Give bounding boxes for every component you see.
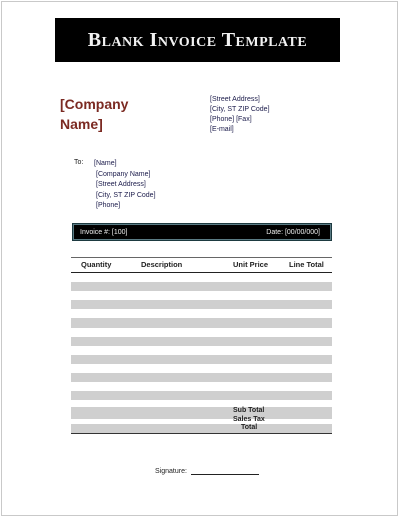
invoice-page — [1, 1, 398, 516]
summary-rule — [71, 433, 332, 434]
invoice-date: Date: [00/00/000] — [266, 228, 320, 236]
contact-street: [Street Address] — [210, 96, 260, 103]
line-items-table — [71, 257, 332, 419]
table-row[interactable] — [71, 364, 332, 373]
to-block — [94, 159, 156, 212]
table-row[interactable] — [71, 309, 332, 318]
contact-block — [210, 95, 270, 135]
signature-label: Signature: — [155, 468, 187, 475]
subtotal-row — [71, 407, 332, 416]
table-rows — [71, 273, 332, 419]
contact-city: [City, ST ZIP Code] — [210, 106, 270, 113]
signature-area — [155, 467, 259, 475]
table-row[interactable] — [71, 382, 332, 391]
sales-tax-row — [71, 416, 332, 425]
to-company: [Company Name] — [96, 170, 151, 178]
table-row[interactable] — [71, 337, 332, 346]
table-row[interactable] — [71, 373, 332, 382]
invoice-number: Invoice #: [100] — [80, 228, 128, 236]
sales-tax-label: Sales Tax — [233, 415, 265, 423]
header-quantity: Quantity — [81, 260, 112, 269]
to-label: To: — [74, 159, 84, 166]
header-unit-price: Unit Price — [233, 260, 269, 269]
table-row[interactable] — [71, 328, 332, 337]
summary-block — [71, 407, 332, 434]
table-row[interactable] — [71, 346, 332, 355]
to-name: [Name] — [94, 160, 117, 167]
table-row[interactable] — [71, 282, 332, 291]
contact-email: [E-mail] — [210, 126, 234, 133]
company-name: [Company Name] — [60, 96, 129, 132]
header-description: Description — [141, 260, 183, 269]
table-row[interactable] — [71, 273, 332, 282]
total-label: Total — [241, 424, 258, 432]
invoice-bar — [73, 224, 331, 240]
subtotal-label: Sub Total — [233, 407, 265, 414]
table-row[interactable] — [71, 318, 332, 327]
total-row — [71, 424, 332, 433]
table-row[interactable] — [71, 291, 332, 300]
page-title: Blank Invoice Template — [87, 28, 308, 51]
to-phone: [Phone] — [96, 202, 121, 209]
title-bar — [55, 18, 340, 62]
signature-line[interactable] — [191, 467, 259, 475]
to-street: [Street Address] — [96, 181, 146, 188]
table-header — [71, 257, 332, 273]
table-row[interactable] — [71, 355, 332, 364]
table-row[interactable] — [71, 391, 332, 400]
header-line-total: Line Total — [289, 260, 324, 269]
table-row[interactable] — [71, 300, 332, 309]
contact-phone-fax: [Phone] [Fax] — [210, 116, 252, 123]
to-city: [City, ST ZIP Code] — [96, 191, 156, 199]
